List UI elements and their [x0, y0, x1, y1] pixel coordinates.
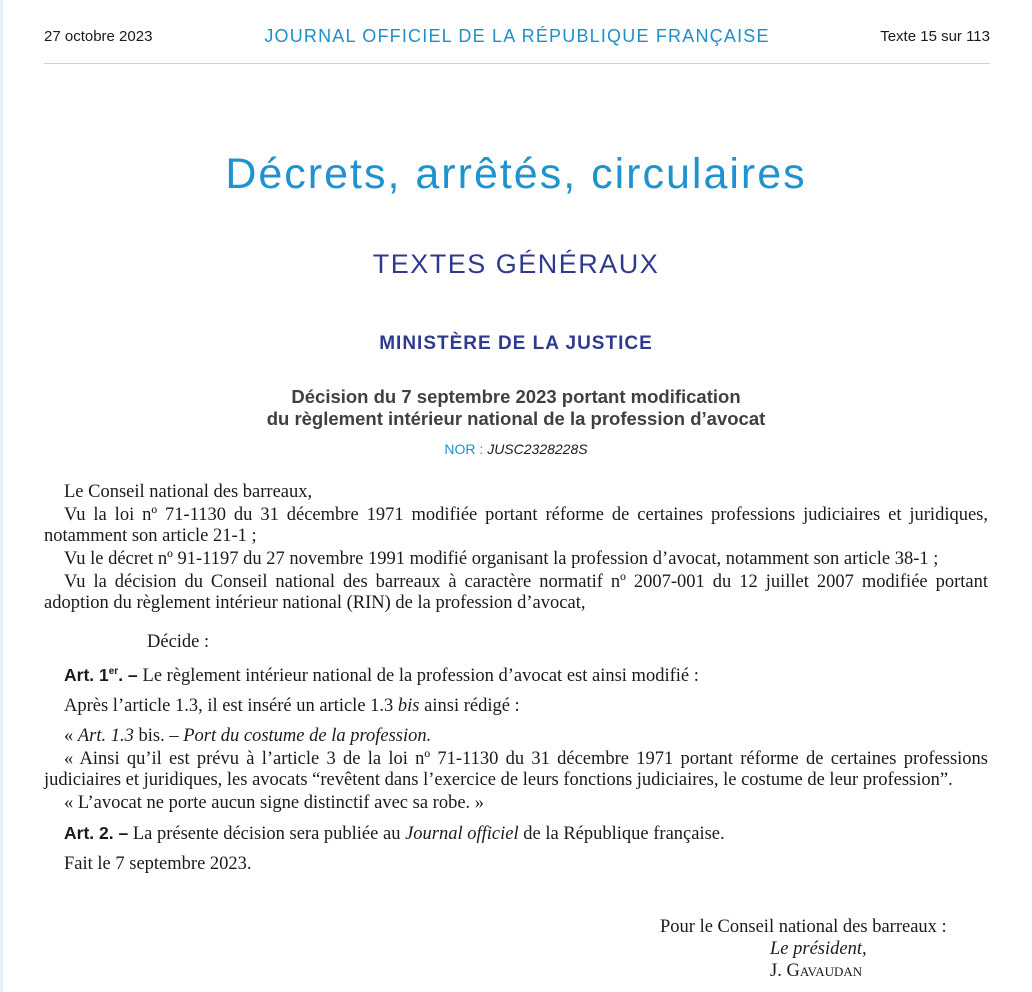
signatory-role: Le président,: [770, 939, 867, 959]
signing-date: Fait le 7 septembre 2023.: [64, 853, 252, 874]
article-1-label: Art. 1er. –: [64, 664, 143, 685]
quoted-paragraph: « L’avocat ne porte aucun signe distinctif avec sa robe. »: [64, 792, 485, 813]
header-divider: [44, 63, 990, 64]
inserted-article-heading: « Art. 1.3 bis. – Port du costume de la profession.: [64, 725, 432, 746]
journal-title: JOURNAL OFFICIEL DE LA RÉPUBLIQUE FRANÇAISE: [264, 26, 770, 46]
text-count: Texte 15 sur 113: [880, 28, 990, 45]
preamble-paragraph: Le Conseil national des barreaux,: [64, 482, 313, 502]
insertion-paragraph: Après l’article 1.3, il est inséré un article 1.3 bis ainsi rédigé :: [64, 695, 520, 716]
article-2: Art. 2. – La présente décision sera publiée au Journal officiel de la République française.: [64, 822, 725, 844]
page-title: Décrets, arrêtés, circulaires: [225, 150, 807, 198]
decision-title-line-2: du règlement intérieur national de la profession d’avocat: [266, 408, 766, 429]
nor-value: JUSC2328228S: [487, 441, 588, 457]
quoted-paragraph: « Ainsi qu’il est prévu à l’article 3 de la loi nº 71-1130 du 31 décembre 1971 portant réforme de certaines professions judiciaires et juridiques, les avocats “revêtent dans l’exercice de leurs fonctions judiciaires, le costume de leur profession”.: [44, 748, 988, 790]
article-2-label: Art. 2. –: [64, 822, 129, 843]
page-edge: [0, 0, 3, 992]
nor-label: NOR :: [444, 441, 488, 457]
publication-date: 27 octobre 2023: [44, 28, 153, 45]
decision-title-line-1: Décision du 7 septembre 2023 portant modification: [291, 386, 741, 407]
decide-line: Décide :: [147, 632, 210, 652]
preamble-paragraph: Vu la loi nº 71-1130 du 31 décembre 1971 modifiée portant réforme de certaines professions judiciaires et juridiques, notamment son article 21-1 ;: [44, 505, 988, 546]
signatory-name: J. Gavaudan: [770, 961, 863, 981]
nor-reference: [0, 441, 1032, 457]
signature-line: Pour le Conseil national des barreaux :: [660, 917, 947, 937]
article-1: [44, 661, 988, 687]
article-1-text: Le règlement intérieur national de la profession d’avocat est ainsi modifié :: [142, 665, 699, 686]
preamble-paragraph: Vu la décision du Conseil national des barreaux à caractère normatif nº 2007-001 du 12 juillet 2007 modifiée portant adoption du règlement intérieur national (RIN) de la profession d’avocat,: [44, 572, 988, 613]
signature-block: [660, 916, 947, 982]
decision-title: [0, 386, 1032, 430]
ministry-title: MINISTÈRE DE LA JUSTICE: [379, 333, 653, 354]
document-body: [44, 482, 988, 877]
section-title: TEXTES GÉNÉRAUX: [372, 249, 660, 279]
page-header: [44, 26, 990, 48]
preamble-paragraph: Vu le décret nº 91-1197 du 27 novembre 1991 modifié organisant la profession d’avocat, notamment son article 38-1 ;: [64, 549, 939, 569]
